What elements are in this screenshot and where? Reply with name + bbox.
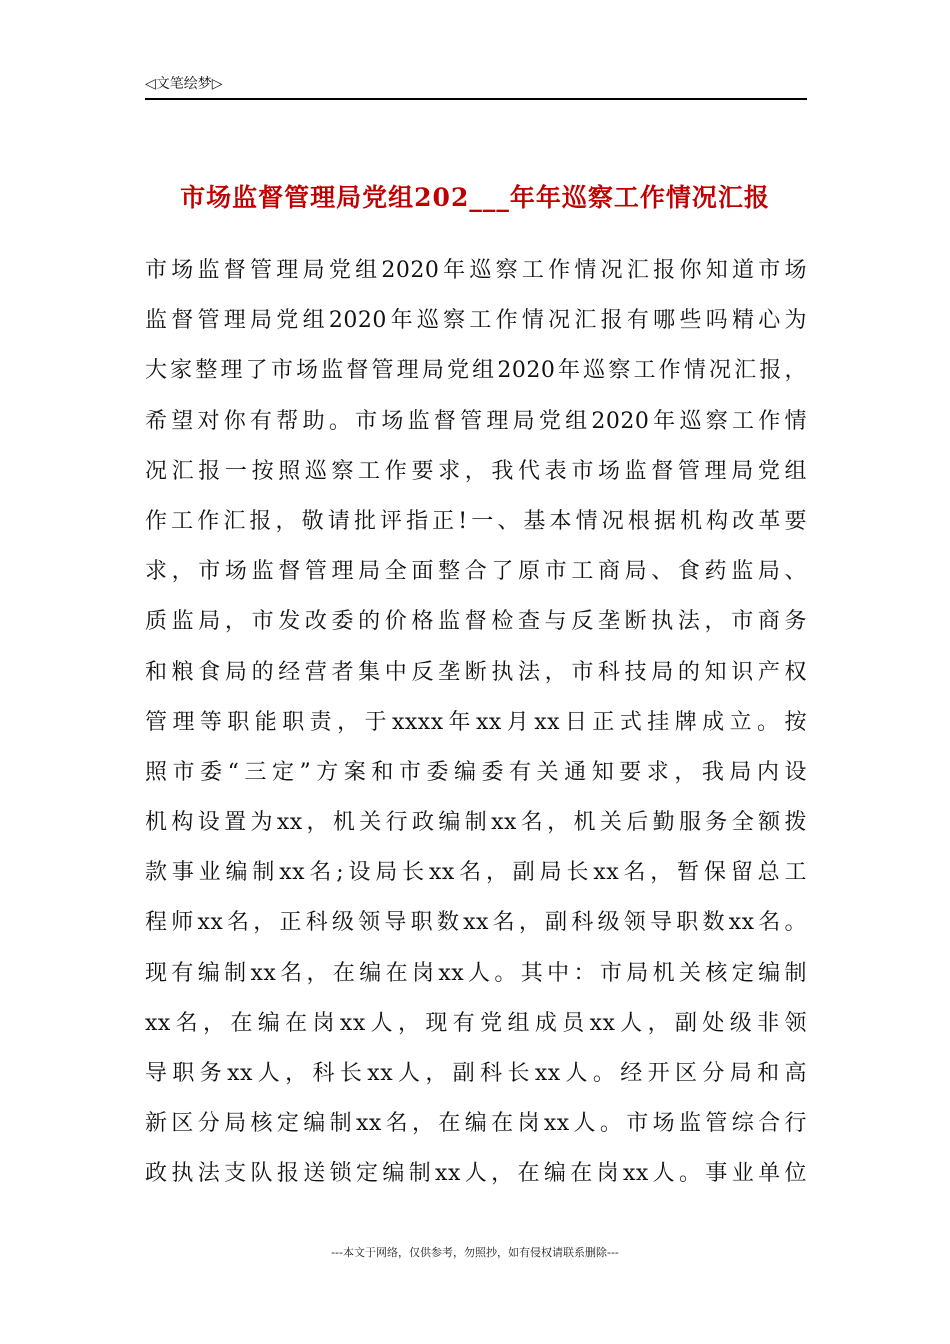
body-line: 求，市场监督管理局全面整合了原市工商局、食药监局、	[145, 559, 807, 585]
header-brand: ◁文笔绘梦▷	[145, 76, 223, 92]
body-line: 希望对你有帮助。市场监督管理局党组2020年巡察工作情	[145, 408, 807, 434]
body-line: 管理等职能职责，于xxxx年xx月xx日正式挂牌成立。按	[145, 709, 807, 735]
body-line: xx名，在编在岗xx人，现有党组成员xx人，副处级非领	[145, 1010, 807, 1036]
body-line: 市场监督管理局党组2020年巡察工作情况汇报你知道市场	[145, 258, 807, 283]
body-line: 款事业编制xx名;设局长xx名，副局长xx名，暂保留总工	[145, 860, 807, 886]
page-footer: ---本文于网络，仅供参考，勿照抄，如有侵权请联系删除---	[331, 1246, 619, 1259]
body-line: 程师xx名，正科级领导职数xx名，副科级领导职数xx名。	[145, 910, 807, 936]
body-line: 质监局，市发改委的价格监督检查与反垄断执法，市商务	[145, 609, 807, 635]
document-body	[145, 250, 807, 1204]
body-line: 监督管理局党组2020年巡察工作情况汇报有哪些吗精心为	[145, 308, 807, 334]
document-title: 市场监督管理局党组202___年年巡察工作情况汇报	[180, 183, 770, 212]
body-line: 和粮食局的经营者集中反垄断执法，市科技局的知识产权	[145, 659, 807, 685]
body-line: 照市委“三定”方案和市委编委有关通知要求，我局内设	[145, 759, 807, 785]
body-line: 大家整理了市场监督管理局党组2020年巡察工作情况汇报，	[145, 358, 807, 384]
body-line: 政执法支队报送锁定编制xx人，在编在岗xx人。事业单位	[145, 1161, 807, 1187]
body-line: 现有编制xx名，在编在岗xx人。其中：市局机关核定编制	[145, 960, 807, 986]
body-line: 机构设置为xx，机关行政编制xx名，机关后勤服务全额拨	[145, 810, 807, 836]
page-header	[145, 70, 807, 100]
body-line: 新区分局核定编制xx名，在编在岗xx人。市场监管综合行	[145, 1111, 807, 1137]
body-line: 作工作汇报，敬请批评指正!一、基本情况根据机构改革要	[145, 508, 807, 534]
body-line: 况汇报一按照巡察工作要求，我代表市场监督管理局党组	[145, 458, 807, 484]
body-line: 导职务xx人，科长xx人，副科长xx人。经开区分局和高	[145, 1061, 807, 1086]
